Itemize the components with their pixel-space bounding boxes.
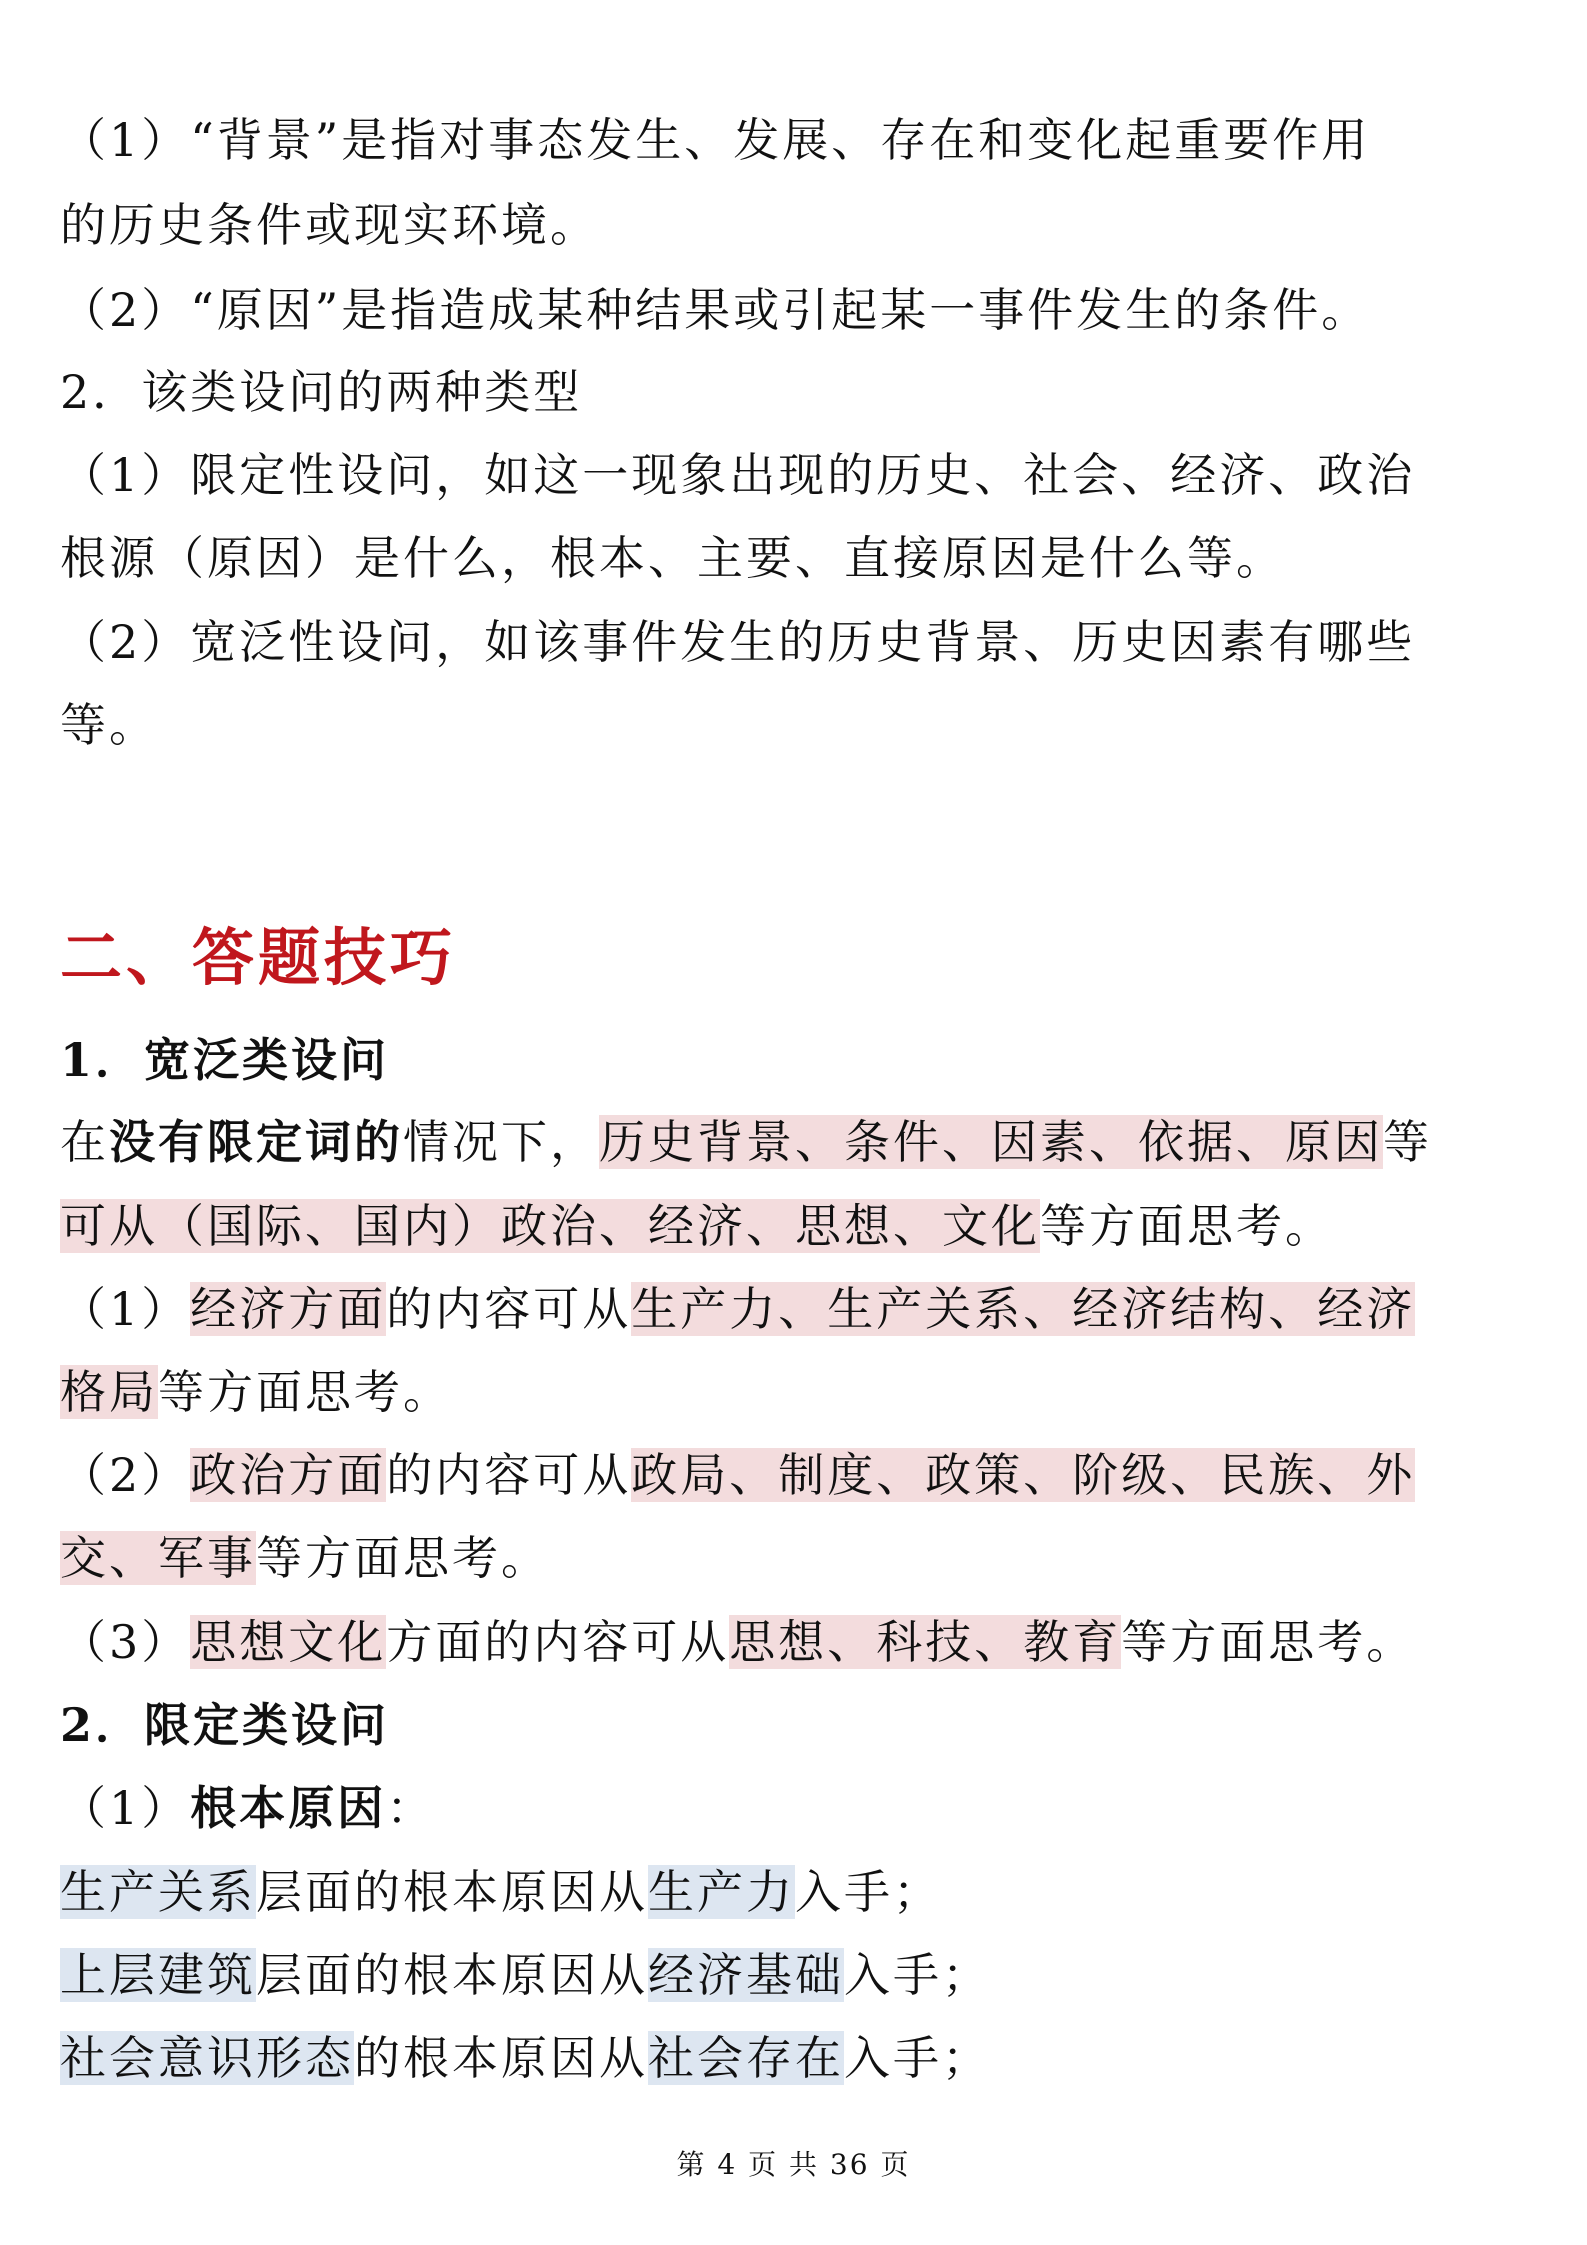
paragraph-line — [60, 1196, 1530, 1256]
text-run: （2） — [60, 1448, 191, 1502]
highlight-pink: 交、军事 — [60, 1531, 256, 1585]
text-run: 等方面思考。 — [158, 1365, 452, 1419]
text-run: （1） — [60, 1282, 191, 1336]
text-run: 情况下， — [403, 1115, 599, 1169]
highlight-pink: 格局 — [60, 1365, 158, 1419]
text-run: 的内容可从 — [386, 1448, 632, 1502]
text-run: 方面的内容可从 — [386, 1615, 730, 1669]
text-run: 入手； — [795, 1865, 942, 1919]
paragraph-line — [60, 1862, 1530, 1922]
bold-text: 根本原因 — [190, 1781, 387, 1835]
text-run: 入手； — [844, 1948, 991, 2002]
page-number-footer: 第 4 页 共 36 页 — [676, 2148, 911, 2181]
bold-text: 没有限定词的 — [109, 1115, 403, 1169]
paragraph-line: 根源（原因）是什么，根本、主要、直接原因是什么等。 — [60, 531, 1285, 585]
paragraph-line — [60, 1112, 1530, 1172]
highlight-pink: 思想、科技、教育 — [729, 1615, 1122, 1669]
paragraph-line — [60, 1528, 1530, 1588]
text-run: 层面的根本原因从 — [256, 1948, 648, 2002]
section-title: 二、答题技巧 — [60, 921, 457, 994]
subheading-broad-questions: 1．宽泛类设问 — [60, 1033, 390, 1087]
text-run: （1） — [60, 1781, 191, 1835]
text-run: 入手； — [844, 2031, 991, 2085]
paragraph-line — [60, 1362, 1530, 1422]
highlight-pink: 生产力、生产关系、经济结构、经济 — [631, 1282, 1416, 1336]
subheading: 2．该类设问的两种类型 — [60, 365, 583, 419]
text-run: 等 — [1383, 1115, 1432, 1169]
text-run: 的根本原因从 — [354, 2031, 648, 2085]
highlight-pink: 可从（国际、国内）政治、经济、思想、文化 — [60, 1199, 1040, 1253]
text-run: （3） — [60, 1615, 191, 1669]
highlight-pink: 思想文化 — [190, 1615, 387, 1669]
paragraph-line: （1）“背景”是指对事态发生、发展、存在和变化起重要作用 — [60, 113, 1371, 167]
text-run: 层面的根本原因从 — [256, 1865, 648, 1919]
highlight-blue: 社会意识形态 — [60, 2031, 354, 2085]
text-run: 在 — [60, 1115, 109, 1169]
subheading-limited-questions: 2．限定类设问 — [60, 1698, 390, 1752]
highlight-blue: 上层建筑 — [60, 1948, 256, 2002]
paragraph-line: （1）限定性设问，如这一现象出现的历史、社会、经济、政治 — [60, 448, 1416, 502]
paragraph-line — [60, 1778, 1530, 1838]
highlight-blue: 经济基础 — [648, 1948, 844, 2002]
text-run: 的内容可从 — [386, 1282, 632, 1336]
highlight-pink: 历史背景、条件、因素、依据、原因 — [599, 1115, 1383, 1169]
paragraph-line — [60, 1445, 1530, 1505]
paragraph-line: （2）宽泛性设问，如该事件发生的历史背景、历史因素有哪些 — [60, 615, 1416, 669]
text-run: ： — [386, 1781, 436, 1835]
paragraph-line — [60, 1612, 1530, 1672]
paragraph-line — [60, 2028, 1530, 2088]
paragraph-line: （2）“原因”是指造成某种结果或引起某一事件发生的条件。 — [60, 283, 1371, 337]
text-run: 等方面思考。 — [1121, 1615, 1416, 1669]
highlight-blue: 生产关系 — [60, 1865, 256, 1919]
highlight-blue: 社会存在 — [648, 2031, 844, 2085]
paragraph-line — [60, 1945, 1530, 2005]
highlight-pink: 政局、制度、政策、阶级、民族、外 — [631, 1448, 1416, 1502]
text-run: 等方面思考。 — [256, 1531, 550, 1585]
highlight-blue: 生产力 — [648, 1865, 795, 1919]
highlight-pink: 经济方面 — [190, 1282, 387, 1336]
paragraph-line: 的历史条件或现实环境。 — [60, 198, 599, 252]
paragraph-line: 等。 — [60, 698, 158, 752]
paragraph-line — [60, 1279, 1530, 1339]
text-run: 等方面思考。 — [1040, 1199, 1334, 1253]
highlight-pink: 政治方面 — [190, 1448, 387, 1502]
